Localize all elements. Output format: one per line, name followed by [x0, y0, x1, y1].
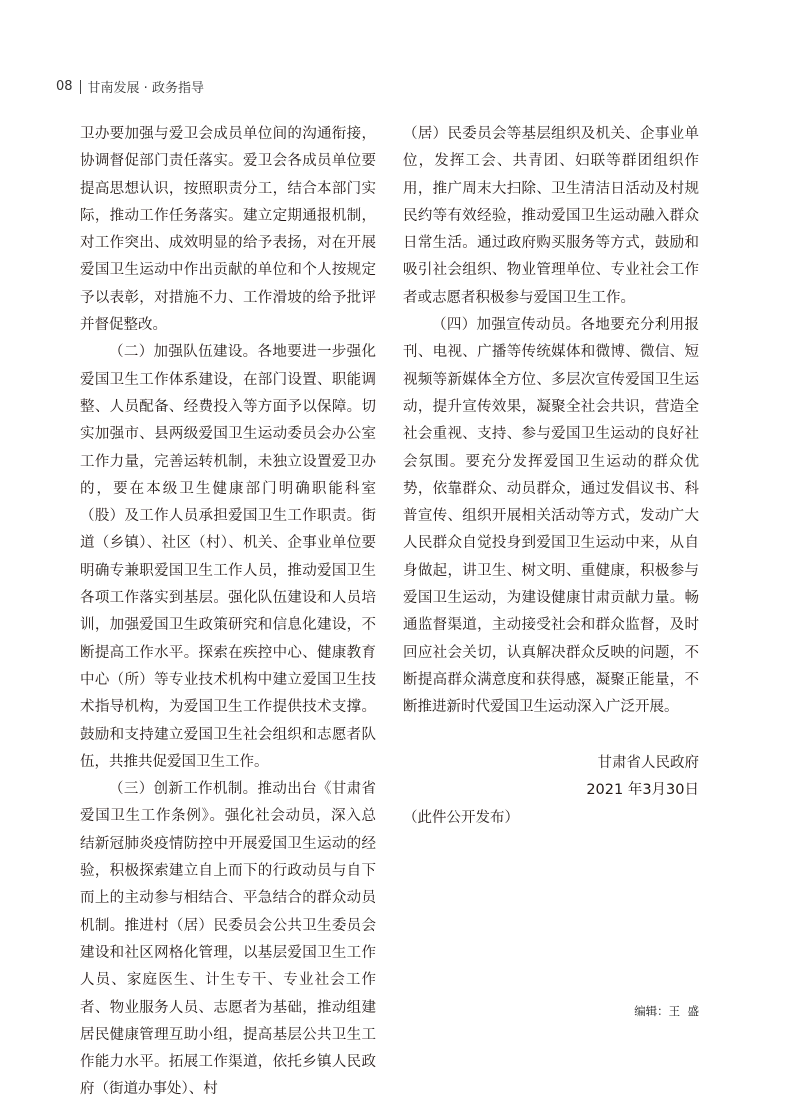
paragraph: 卫办要加强与爱卫会成员单位间的沟通衔接，协调督促部门责任落实。爱卫会各成员单位要提高思想认识，按照职责分工，结合本部门实际，推动工作任务落实。建立定期通报机制，对工作突出、成效明显的给予表扬，对在开展爱国卫生运动中作出贡献的单位和个人按规定予以表彰，对措施不力、工作滑坡的给予批评并督促整改。	[80, 126, 376, 334]
paragraph: （三）创新工作机制。推动出台《甘肃省爱国卫生工作条例》。强化社会动员，深入总结新冠肺炎疫情防控中开展爱国卫生运动的经验，积极探索建立自上而下的行政动员与自下而上的主动参与相结合、平急结合的群众动员机制。推进村（居）民委员会公共卫生委员会建设和社区网格化管理，以基层爱国卫生工作人员、家庭医生、计生专干、专业社会工作者、物业服务人员、志愿者为基础，推动组建居民健康管理互助小组，提高基层公共卫生工作能力水平。拓展工作渠道，依托乡镇人民政府（街道办事处）、村	[80, 781, 376, 1098]
left-column	[80, 121, 376, 1104]
publication-title: 甘南发展 · 政务指导	[87, 81, 204, 96]
publication-note: （此件公开发布）	[403, 809, 519, 826]
header-divider	[80, 80, 81, 94]
issue-date: 2021 年3月30日	[586, 782, 699, 799]
signature-block	[403, 750, 699, 832]
right-column	[403, 121, 699, 722]
page-number: 08	[56, 79, 73, 94]
issuer: 甘肃省人民政府	[597, 755, 699, 771]
editor-credit: 编辑：王 盛	[634, 1004, 699, 1018]
page-header	[56, 77, 204, 96]
paragraph: （四）加强宣传动员。各地要充分利用报刊、电视、广播等传统媒体和微博、微信、短视频等新媒体全方位、多层次宣传爱国卫生运动，提升宣传效果，凝聚全社会共识，营造全社会重视、支持、参与爱国卫生运动的良好社会氛围。要充分发挥爱国卫生运动的群众优势，依靠群众、动员群众，通过发倡议书、科普宣传、组织开展相关活动等方式，发动广大人民群众自觉投身到爱国卫生运动中来，从自身做起，讲卫生、树文明、重健康，积极参与爱国卫生运动，为建设健康甘肃贡献力量。畅通监督渠道，主动接受社会和群众监督，及时回应社会关切，认真解决群众反映的问题，不断提高群众满意度和获得感，凝聚正能量，不断推进新时代爱国卫生运动深入广泛开展。	[403, 317, 699, 716]
paragraph: （居）民委员会等基层组织及机关、企事业单位，发挥工会、共青团、妇联等群团组织作用，推广周末大扫除、卫生清洁日活动及村规民约等有效经验，推动爱国卫生运动融入群众日常生活。通过政府购买服务等方式，鼓励和吸引社会组织、物业管理单位、专业社会工作者或志愿者积极参与爱国卫生工作。	[403, 126, 699, 306]
paragraph: （二）加强队伍建设。各地要进一步强化爱国卫生工作体系建设，在部门设置、职能调整、人员配备、经费投入等方面予以保障。切实加强市、县两级爱国卫生运动委员会办公室工作力量，完善运转机制，未独立设置爱卫办的，要在本级卫生健康部门明确职能科室（股）及工作人员承担爱国卫生工作职责。街道（乡镇）、社区（村）、机关、企事业单位要明确专兼职爱国卫生工作人员，推动爱国卫生各项工作落实到基层。强化队伍建设和人员培训，加强爱国卫生政策研究和信息化建设，不断提高工作水平。探索在疾控中心、健康教育中心（所）等专业技术机构中建立爱国卫生技术指导机构，为爱国卫生工作提供技术支撑。鼓励和支持建立爱国卫生社会组织和志愿者队伍，共推共促爱国卫生工作。	[80, 344, 376, 770]
